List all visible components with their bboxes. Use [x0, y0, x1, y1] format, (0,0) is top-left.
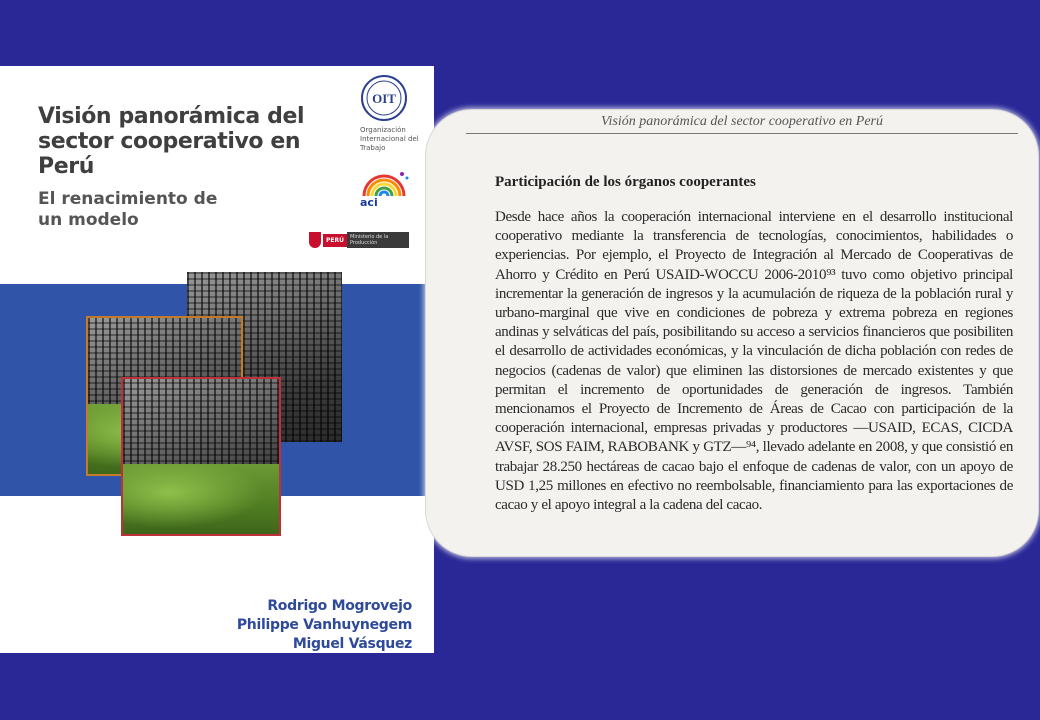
author-name: Miguel Vásquez: [292, 636, 412, 652]
ilo-org-name: Organización Internacional del Trabajo: [360, 126, 419, 152]
ilo-logo-text: OIT: [372, 91, 396, 106]
body-paragraph: Desde hace años la cooperación internacional interviene en el desarrollo institucional cooperativo mediante la transferencia de tecnologías, conocimientos, habilidades o experiencias. Por ejemplo, el Proyecto de Integración al Mercado de Cooperativas de Ahorro y Crédito en Perú USAID-WOCCU 2006-2010⁹³ tuvo como objetivo principal incrementar la generación de ingresos y la acumulación de riqueza de la población rural y urbano-marginal que vive en condiciones de pobreza y extrema pobreza en regiones andinas y selváticas del país, posibilitando su acceso a servicios financieros que posibiliten el desarrollo de actividades económicas, y la vinculación de dicha población con redes de negocios (cadenas de valor) que eliminen las distorsiones de mercado existentes y que permitan el incremento de oportunidades de generación de ingresos. También mencionamos el Proyecto de Incremento de Áreas de Cacao con participación de la cooperación internacional, empresas privadas y productores —USAID, ECAS, CICDA AVSF, SOS FAIM, RABOBANK y GTZ—⁹⁴, llevado adelante en 2008, y que consistió en trabajar 28.250 hectáreas de cacao bajo el enfoque de cadenas de valor, con un apoyo de USD 1,25 millones en efectivo no reembolsable, financiamiento para las exportaciones de cacao y el apoyo integral a la cadena del cacao.: [495, 209, 1013, 514]
ministry-label: Ministerio de la Producción: [347, 232, 409, 248]
text-page-excerpt: [426, 110, 1038, 556]
peru-label: PERÚ: [323, 234, 347, 247]
cover-subtitle: El renacimiento de un modelo: [38, 189, 218, 230]
ilo-logo: [360, 74, 408, 122]
cover-photo-red-frame: [121, 377, 281, 536]
peru-shield-icon: [309, 232, 321, 248]
author-name: Rodrigo Mogrovejo: [267, 598, 412, 614]
cover-authors: [237, 597, 412, 653]
section-heading: Participación de los órganos cooperantes: [495, 174, 756, 190]
author-name: Philippe Vanhuynegem: [236, 617, 412, 633]
aci-logo-text: aci: [360, 196, 378, 209]
peru-ministry-logo: [309, 230, 409, 250]
running-head: Visión panorámica del sector cooperativo en Perú: [466, 114, 1018, 134]
book-cover: [0, 66, 434, 653]
cover-title: Visión panorámica del sector cooperativo en Perú: [38, 104, 305, 179]
